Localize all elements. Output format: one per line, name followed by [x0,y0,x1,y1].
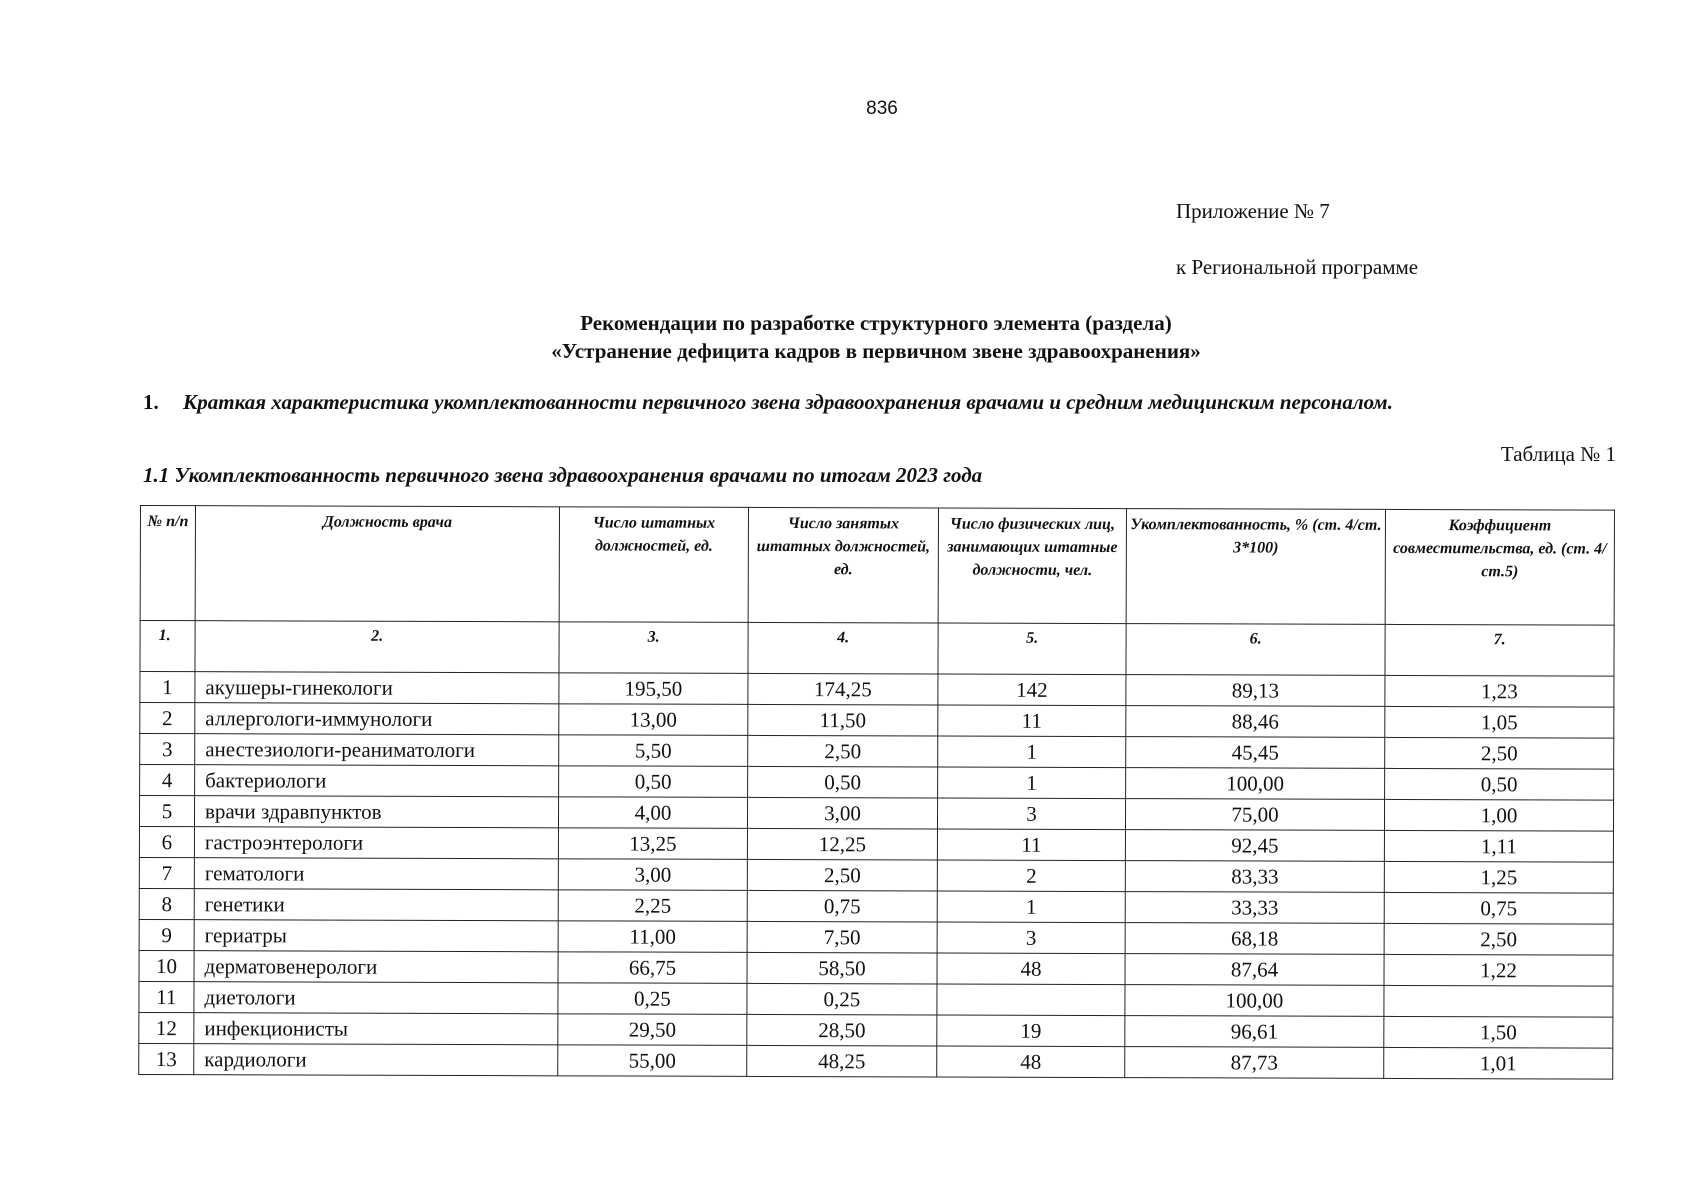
row-number: 11 [139,981,194,1012]
row-occupied-positions: 3,00 [747,797,937,829]
row-staff-positions: 55,00 [558,1045,747,1077]
header-physical-persons: Число физических лиц, занимающих штатные должности, чел. [938,508,1126,624]
row-coefficient: 1,00 [1384,799,1613,831]
column-number: 2. [195,621,559,673]
row-occupied-positions: 11,50 [748,704,938,736]
column-number: 4. [748,622,938,674]
row-number: 2 [140,703,195,734]
row-physical-persons [937,984,1125,1016]
column-numbers-row [140,621,1614,677]
row-coefficient: 1,23 [1385,675,1614,707]
subsection-title: 1.1 Укомплектованность первичного звена здравоохранения врачами по итогам 2023 года [143,463,983,487]
row-position: аллергологи-иммунологи [195,703,559,735]
header-staff-positions: Число штатных должностей, ед. [559,507,748,623]
row-physical-persons: 11 [938,705,1126,737]
row-physical-persons: 3 [937,922,1125,954]
table-row [139,1012,1613,1048]
row-position: бактериологи [195,765,559,797]
row-physical-persons: 11 [937,829,1125,861]
column-number: 7. [1385,624,1614,676]
row-staff-positions: 29,50 [558,1014,747,1046]
table-row [139,950,1613,986]
column-number: 1. [140,621,195,672]
row-occupied-positions: 7,50 [747,921,937,953]
row-staffing-percent: 87,73 [1125,1047,1384,1079]
row-occupied-positions: 0,75 [747,890,937,922]
row-physical-persons: 48 [937,953,1125,985]
header-number: № п/п [140,506,195,621]
row-staffing-percent: 88,46 [1126,706,1385,738]
document-title-line-1: Рекомендации по разработке структурного элемента (раздела) [580,311,1172,335]
row-occupied-positions: 0,50 [748,766,938,798]
table-row [139,919,1613,955]
row-coefficient: 0,50 [1385,768,1614,800]
staffing-table [138,505,1615,1080]
row-physical-persons: 1 [938,736,1126,768]
header-coefficient: Коэффициент совместительства, ед. (ст. 4/ст.5) [1385,509,1614,625]
row-position: кардиологи [194,1044,558,1076]
row-number: 6 [139,827,194,858]
row-staff-positions: 195,50 [559,673,748,705]
row-occupied-positions: 48,25 [747,1045,937,1077]
row-staff-positions: 66,75 [558,952,747,984]
row-staffing-percent: 87,64 [1125,954,1384,986]
row-coefficient: 2,50 [1385,737,1614,769]
row-number: 7 [139,857,194,888]
row-staffing-percent: 45,45 [1126,737,1385,769]
annex-title: Приложение № 7 [1176,199,1330,223]
row-number: 13 [139,1043,194,1074]
row-position: гериатры [194,920,558,952]
row-staffing-percent: 100,00 [1125,985,1384,1017]
row-number: 10 [139,950,194,981]
row-number: 8 [139,888,194,919]
row-position: врачи здравпунктов [194,796,558,828]
row-occupied-positions: 28,50 [747,1014,937,1046]
row-staff-positions: 0,25 [558,983,747,1015]
row-staff-positions: 3,00 [558,859,747,891]
row-number: 4 [140,765,195,796]
row-position: акушеры-гинекологи [195,672,559,704]
row-staffing-percent: 89,13 [1126,675,1385,707]
row-position: дерматовенерологи [194,951,558,983]
header-occupied-positions: Число занятых штатных должностей, ед. [748,507,938,623]
row-occupied-positions: 12,25 [747,828,937,860]
row-occupied-positions: 58,50 [747,952,937,984]
table-label: Таблица № 1 [1500,442,1616,466]
row-number: 9 [139,919,194,950]
row-coefficient: 1,11 [1384,830,1613,862]
header-position: Должность врача [195,506,559,622]
table-row [139,981,1613,1017]
row-occupied-positions: 0,25 [747,983,937,1015]
table-row [139,796,1613,832]
row-physical-persons: 142 [938,674,1126,706]
row-number: 5 [139,796,194,827]
row-position: анестезиологи-реаниматологи [195,734,559,766]
row-physical-persons: 3 [937,798,1125,830]
row-staff-positions: 11,00 [558,921,747,953]
row-position: гастроэнтерологи [194,827,558,859]
row-coefficient: 2,50 [1384,923,1613,955]
row-staff-positions: 5,50 [559,735,748,767]
row-staffing-percent: 100,00 [1126,768,1385,800]
row-physical-persons: 1 [938,767,1126,799]
row-staffing-percent: 75,00 [1125,799,1384,831]
row-position: диетологи [194,982,558,1014]
row-staff-positions: 2,25 [558,890,747,922]
row-number: 12 [139,1012,194,1043]
section-heading [143,390,1393,415]
column-number: 6. [1126,624,1385,676]
row-staffing-percent: 83,33 [1125,861,1384,893]
table-header-row [140,506,1614,626]
table-row [140,734,1614,770]
document-title-line-2: «Устранение дефицита кадров в первичном звене здравоохранения» [551,339,1201,363]
table-row [140,703,1614,739]
row-position: генетики [194,889,558,921]
row-occupied-positions: 2,50 [748,735,938,767]
page-number: 836 [866,98,898,119]
row-coefficient [1384,985,1613,1017]
column-number: 5. [938,623,1126,675]
row-physical-persons: 1 [937,891,1125,923]
row-position: инфекционисты [194,1013,558,1045]
row-staffing-percent: 96,61 [1125,1016,1384,1048]
section-number: 1. [143,390,159,414]
table-row [140,672,1614,708]
row-coefficient: 0,75 [1384,892,1613,924]
table-body [139,672,1614,1080]
row-coefficient: 1,05 [1385,706,1614,738]
row-occupied-positions: 174,25 [748,673,938,705]
row-staff-positions: 0,50 [559,766,748,798]
table-row [140,765,1614,801]
row-staff-positions: 13,25 [558,828,747,860]
header-staffing-percent: Укомплектованность, % (ст. 4/ст. 3*100) [1126,509,1385,625]
row-position: гематологи [194,858,558,890]
annex-subtitle: к Региональной программе [1176,255,1419,279]
row-staff-positions: 13,00 [559,704,748,736]
table-row [139,1043,1613,1079]
column-number: 3. [559,622,748,674]
section-text: Краткая характеристика укомплектованности первичного звена здравоохранения врачами и средним медицинским персоналом. [183,390,1393,414]
table-row [139,857,1613,893]
row-staffing-percent: 92,45 [1125,830,1384,862]
row-number: 3 [140,734,195,765]
row-coefficient: 1,01 [1384,1047,1613,1079]
row-physical-persons: 2 [937,860,1125,892]
row-coefficient: 1,22 [1384,954,1613,986]
row-number: 1 [140,672,195,703]
table-row [139,827,1613,863]
row-physical-persons: 19 [937,1015,1125,1047]
row-coefficient: 1,50 [1384,1016,1613,1048]
row-coefficient: 1,25 [1384,861,1613,893]
row-staffing-percent: 33,33 [1125,892,1384,924]
row-staff-positions: 4,00 [558,797,747,829]
table-row [139,888,1613,924]
row-occupied-positions: 2,50 [747,859,937,891]
row-physical-persons: 48 [937,1046,1125,1078]
row-staffing-percent: 68,18 [1125,923,1384,955]
